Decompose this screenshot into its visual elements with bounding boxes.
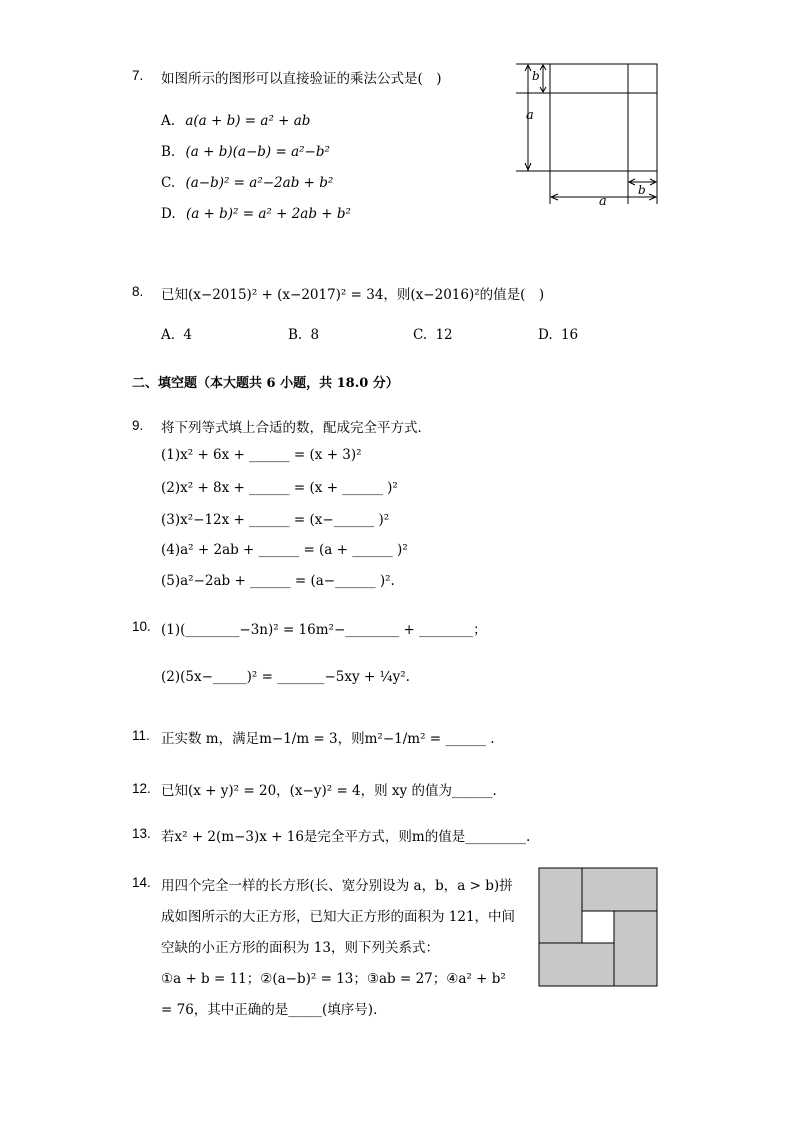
option-value: 8 — [310, 327, 320, 343]
option-formula: (a + b)(a−b) = a²−b² — [185, 144, 330, 160]
q14-line-1: 用四个完全一样的长方形(长、宽分别设为 a，b，a > b)拼 — [161, 878, 513, 894]
label-b-bottom: b — [638, 183, 646, 197]
option-label: B. — [288, 327, 303, 343]
q13-number: 13. — [132, 826, 151, 841]
rectangle-bottom-left — [539, 943, 614, 986]
option-label: D. — [161, 206, 176, 222]
section-title: 二、填空题（本大题共 6 小题，共 18.0 分） — [132, 376, 399, 391]
q8-option-b — [288, 327, 319, 343]
option-formula: a(a + b) = a² + ab — [185, 113, 311, 129]
q7-option-a — [161, 113, 310, 129]
q8-option-c — [413, 327, 453, 343]
q9-item-4: (4)a² + 2ab + ______ = (a + ______ )² — [161, 542, 408, 558]
q9-item-3: (3)x²−12x + ______ = (x−______ )² — [161, 512, 390, 528]
option-value: 4 — [183, 327, 192, 343]
option-label: A. — [161, 327, 176, 343]
q8-option-a — [161, 327, 192, 343]
rectangle-bottom-right — [614, 911, 657, 986]
rectangle-top-right — [582, 868, 657, 911]
option-label: B. — [161, 144, 176, 160]
q14-line-5: = 76，其中正确的是_____(填序号). — [161, 1002, 378, 1018]
label-b-left: b — [532, 69, 540, 83]
q9-item-5: (5)a²−2ab + ______ = (a−______ )². — [161, 573, 395, 589]
q7-stem: 如图所示的图形可以直接验证的乘法公式是( ) — [161, 71, 442, 87]
q9-number: 9. — [132, 418, 144, 433]
q9-stem: 将下列等式填上合适的数，配成完全平方式． — [161, 420, 431, 436]
rectangle-top-left — [539, 868, 582, 943]
option-label: C. — [161, 175, 176, 191]
q9-item-2: (2)x² + 8x + ______ = (x + ______ )² — [161, 480, 398, 496]
q10-line-2: (2)(5x−_____)² = _______−5xy + ¼y². — [161, 669, 410, 685]
option-formula: (a + b)² = a² + 2ab + b² — [185, 206, 351, 222]
q7-number: 7. — [132, 68, 144, 83]
q14-number: 14. — [132, 875, 151, 890]
label-a-left: a — [526, 108, 534, 123]
q7-square-figure — [510, 58, 665, 210]
q10-line-1: (1)(________−3n)² = 16m²−________ + ________； — [161, 622, 487, 638]
big-square-outline — [550, 64, 657, 171]
label-a-bottom: a — [599, 194, 607, 209]
option-value: 12 — [435, 327, 453, 343]
q8-number: 8. — [132, 284, 144, 299]
option-label: A. — [161, 113, 176, 129]
q14-pinwheel-figure — [538, 867, 658, 987]
q7-option-d — [161, 206, 351, 222]
q14-line-4: ①a + b = 11；②(a−b)² = 13；③ab = 27；④a² + b² — [161, 971, 506, 987]
center-small-square — [582, 911, 614, 943]
q7-option-c — [161, 175, 333, 191]
option-formula: (a−b)² = a²−2ab + b² — [185, 175, 334, 191]
q11-text: 正实数 m，满足m−1/m = 3，则m²−1/m² = ______ . — [161, 731, 495, 747]
option-value: 16 — [560, 327, 579, 343]
option-label: C. — [413, 327, 428, 343]
q11-number: 11. — [132, 728, 150, 743]
q12-number: 12. — [132, 781, 151, 796]
q14-line-2: 成如图所示的大正方形，已知大正方形的面积为 121，中间 — [161, 909, 516, 925]
q13-text: 若x² + 2(m−3)x + 16是完全平方式，则m的值是_________. — [161, 829, 531, 845]
q8-stem: 已知(x−2015)² + (x−2017)² = 34，则(x−2016)²的值是( ) — [161, 287, 545, 303]
q12-text: 已知(x + y)² = 20，(x−y)² = 4，则 xy 的值为______. — [161, 783, 497, 799]
q7-option-b — [161, 144, 330, 160]
q10-number: 10. — [132, 619, 151, 634]
q8-option-d — [538, 327, 578, 343]
option-label: D. — [538, 327, 553, 343]
q9-item-1: (1)x² + 6x + ______ = (x + 3)² — [161, 447, 362, 463]
q14-line-3: 空缺的小正方形的面积为 13，则下列关系式： — [161, 940, 439, 956]
